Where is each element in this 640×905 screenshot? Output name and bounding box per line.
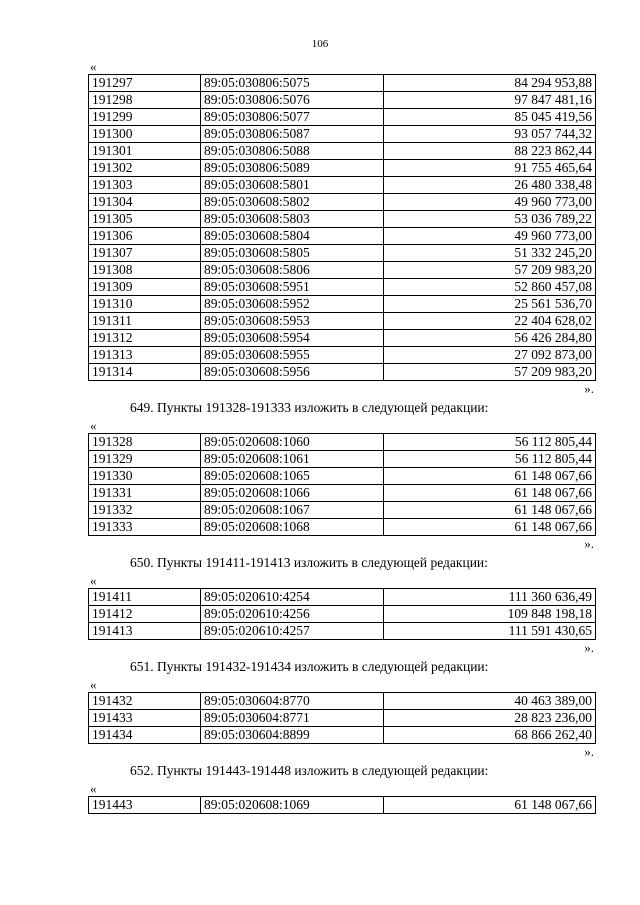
item-number-cell: 191413 xyxy=(89,623,201,640)
value-cell: 57 209 983,20 xyxy=(384,262,596,279)
table-row xyxy=(89,160,596,177)
item-number-cell: 191300 xyxy=(89,126,201,143)
cadastral-number-cell: 89:05:030806:5089 xyxy=(201,160,384,177)
cadastral-number-cell: 89:05:030608:5954 xyxy=(201,330,384,347)
item-number-cell: 191309 xyxy=(89,279,201,296)
table-row xyxy=(89,313,596,330)
item-number-cell: 191330 xyxy=(89,468,201,485)
value-cell: 25 561 536,70 xyxy=(384,296,596,313)
cadastral-number-cell: 89:05:030806:5077 xyxy=(201,109,384,126)
item-number-cell: 191333 xyxy=(89,519,201,536)
item-number-cell: 191312 xyxy=(89,330,201,347)
cadastral-number-cell: 89:05:030608:5953 xyxy=(201,313,384,330)
cadastral-number-cell: 89:05:030806:5075 xyxy=(201,75,384,92)
item-number-cell: 191306 xyxy=(89,228,201,245)
amendment-block xyxy=(88,397,596,552)
cadastral-number-cell: 89:05:020608:1069 xyxy=(201,797,384,814)
closing-quote: ». xyxy=(584,640,594,655)
table-row xyxy=(89,693,596,710)
cadastral-number-cell: 89:05:030604:8770 xyxy=(201,693,384,710)
item-number-cell: 191411 xyxy=(89,589,201,606)
cadastral-number-cell: 89:05:030806:5088 xyxy=(201,143,384,160)
table-row xyxy=(89,75,596,92)
cadastral-table xyxy=(88,588,596,640)
value-cell: 84 294 953,88 xyxy=(384,75,596,92)
item-number-cell: 191412 xyxy=(89,606,201,623)
amendment-block xyxy=(88,60,596,397)
table-row xyxy=(89,364,596,381)
value-cell: 61 148 067,66 xyxy=(384,519,596,536)
cadastral-number-cell: 89:05:030608:5951 xyxy=(201,279,384,296)
cadastral-number-cell: 89:05:030806:5087 xyxy=(201,126,384,143)
cadastral-number-cell: 89:05:020610:4257 xyxy=(201,623,384,640)
table-row xyxy=(89,710,596,727)
item-number-cell: 191305 xyxy=(89,211,201,228)
item-number-cell: 191332 xyxy=(89,502,201,519)
cadastral-number-cell: 89:05:030608:5806 xyxy=(201,262,384,279)
item-number-cell: 191328 xyxy=(89,434,201,451)
cadastral-number-cell: 89:05:030604:8771 xyxy=(201,710,384,727)
table-row xyxy=(89,468,596,485)
item-number-cell: 191434 xyxy=(89,727,201,744)
value-cell: 68 866 262,40 xyxy=(384,727,596,744)
table-row xyxy=(89,606,596,623)
item-number-cell: 191298 xyxy=(89,92,201,109)
amendment-block xyxy=(88,760,596,814)
value-cell: 88 223 862,44 xyxy=(384,143,596,160)
value-cell: 57 209 983,20 xyxy=(384,364,596,381)
closing-quote: ». xyxy=(584,744,594,759)
table-row xyxy=(89,519,596,536)
table-row xyxy=(89,92,596,109)
table-row xyxy=(89,126,596,143)
value-cell: 49 960 773,00 xyxy=(384,228,596,245)
cadastral-number-cell: 89:05:030608:5952 xyxy=(201,296,384,313)
item-number-cell: 191443 xyxy=(89,797,201,814)
amendment-heading: 650. Пункты 191411-191413 изложить в следующей редакции: xyxy=(130,555,488,570)
table-row xyxy=(89,589,596,606)
cadastral-number-cell: 89:05:030608:5956 xyxy=(201,364,384,381)
cadastral-number-cell: 89:05:020610:4254 xyxy=(201,589,384,606)
opening-quote: « xyxy=(90,781,97,796)
value-cell: 61 148 067,66 xyxy=(384,797,596,814)
cadastral-table xyxy=(88,74,596,381)
table-row xyxy=(89,623,596,640)
cadastral-number-cell: 89:05:030604:8899 xyxy=(201,727,384,744)
cadastral-table xyxy=(88,692,596,744)
value-cell: 53 036 789,22 xyxy=(384,211,596,228)
item-number-cell: 191311 xyxy=(89,313,201,330)
table-row xyxy=(89,211,596,228)
table-row xyxy=(89,797,596,814)
item-number-cell: 191432 xyxy=(89,693,201,710)
value-cell: 27 092 873,00 xyxy=(384,347,596,364)
item-number-cell: 191331 xyxy=(89,485,201,502)
amendment-heading: 649. Пункты 191328-191333 изложить в следующей редакции: xyxy=(130,400,489,415)
table-row xyxy=(89,485,596,502)
value-cell: 111 360 636,49 xyxy=(384,589,596,606)
table-row xyxy=(89,143,596,160)
value-cell: 56 426 284,80 xyxy=(384,330,596,347)
amendment-heading: 651. Пункты 191432-191434 изложить в следующей редакции: xyxy=(130,659,489,674)
table-row xyxy=(89,228,596,245)
opening-quote: « xyxy=(90,573,97,588)
value-cell: 111 591 430,65 xyxy=(384,623,596,640)
amendment-block xyxy=(88,552,596,656)
value-cell: 40 463 389,00 xyxy=(384,693,596,710)
table-row xyxy=(89,434,596,451)
table-row xyxy=(89,177,596,194)
cadastral-number-cell: 89:05:020608:1065 xyxy=(201,468,384,485)
document-body xyxy=(88,60,596,814)
cadastral-number-cell: 89:05:030806:5076 xyxy=(201,92,384,109)
item-number-cell: 191307 xyxy=(89,245,201,262)
cadastral-number-cell: 89:05:030608:5802 xyxy=(201,194,384,211)
item-number-cell: 191308 xyxy=(89,262,201,279)
item-number-cell: 191297 xyxy=(89,75,201,92)
table-row xyxy=(89,194,596,211)
cadastral-number-cell: 89:05:020608:1066 xyxy=(201,485,384,502)
item-number-cell: 191304 xyxy=(89,194,201,211)
cadastral-number-cell: 89:05:030608:5805 xyxy=(201,245,384,262)
item-number-cell: 191303 xyxy=(89,177,201,194)
item-number-cell: 191301 xyxy=(89,143,201,160)
table-row xyxy=(89,330,596,347)
cadastral-number-cell: 89:05:020608:1061 xyxy=(201,451,384,468)
opening-quote: « xyxy=(90,418,97,433)
value-cell: 51 332 245,20 xyxy=(384,245,596,262)
item-number-cell: 191433 xyxy=(89,710,201,727)
cadastral-number-cell: 89:05:020610:4256 xyxy=(201,606,384,623)
cadastral-number-cell: 89:05:020608:1060 xyxy=(201,434,384,451)
value-cell: 97 847 481,16 xyxy=(384,92,596,109)
value-cell: 28 823 236,00 xyxy=(384,710,596,727)
table-row xyxy=(89,296,596,313)
item-number-cell: 191302 xyxy=(89,160,201,177)
amendment-heading: 652. Пункты 191443-191448 изложить в следующей редакции: xyxy=(130,763,489,778)
cadastral-number-cell: 89:05:020608:1067 xyxy=(201,502,384,519)
value-cell: 61 148 067,66 xyxy=(384,468,596,485)
cadastral-table xyxy=(88,433,596,536)
table-row xyxy=(89,109,596,126)
amendment-block xyxy=(88,656,596,760)
value-cell: 109 848 198,18 xyxy=(384,606,596,623)
cadastral-table xyxy=(88,796,596,814)
item-number-cell: 191314 xyxy=(89,364,201,381)
value-cell: 91 755 465,64 xyxy=(384,160,596,177)
item-number-cell: 191329 xyxy=(89,451,201,468)
cadastral-number-cell: 89:05:030608:5803 xyxy=(201,211,384,228)
table-row xyxy=(89,502,596,519)
value-cell: 49 960 773,00 xyxy=(384,194,596,211)
table-row xyxy=(89,451,596,468)
table-row xyxy=(89,262,596,279)
closing-quote: ». xyxy=(584,381,594,396)
opening-quote: « xyxy=(90,59,97,74)
value-cell: 61 148 067,66 xyxy=(384,502,596,519)
page-number: 106 xyxy=(311,38,329,50)
item-number-cell: 191310 xyxy=(89,296,201,313)
value-cell: 85 045 419,56 xyxy=(384,109,596,126)
item-number-cell: 191313 xyxy=(89,347,201,364)
value-cell: 52 860 457,08 xyxy=(384,279,596,296)
cadastral-number-cell: 89:05:030608:5801 xyxy=(201,177,384,194)
cadastral-number-cell: 89:05:020608:1068 xyxy=(201,519,384,536)
item-number-cell: 191299 xyxy=(89,109,201,126)
value-cell: 93 057 744,32 xyxy=(384,126,596,143)
table-row xyxy=(89,245,596,262)
value-cell: 26 480 338,48 xyxy=(384,177,596,194)
value-cell: 22 404 628,02 xyxy=(384,313,596,330)
value-cell: 56 112 805,44 xyxy=(384,434,596,451)
cadastral-number-cell: 89:05:030608:5804 xyxy=(201,228,384,245)
table-row xyxy=(89,727,596,744)
table-row xyxy=(89,279,596,296)
value-cell: 56 112 805,44 xyxy=(384,451,596,468)
closing-quote: ». xyxy=(584,536,594,551)
cadastral-number-cell: 89:05:030608:5955 xyxy=(201,347,384,364)
value-cell: 61 148 067,66 xyxy=(384,485,596,502)
opening-quote: « xyxy=(90,677,97,692)
table-row xyxy=(89,347,596,364)
